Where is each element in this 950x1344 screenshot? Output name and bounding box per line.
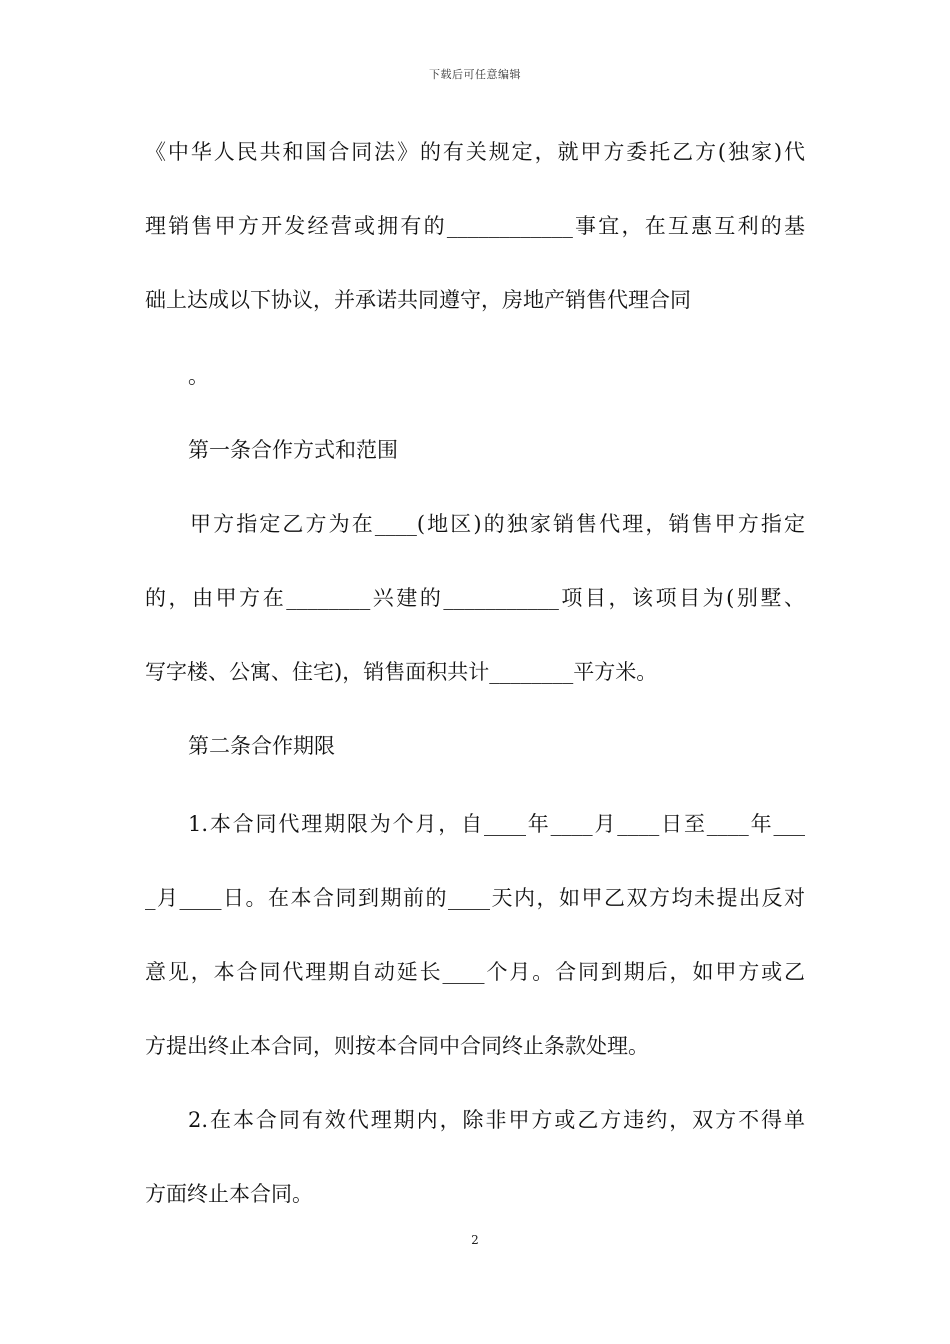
paragraph-line: 意见，本合同代理期自动延长____个月。合同到期后，如甲方或乙 [145, 960, 805, 984]
section-heading: 第二条合作期限 [188, 734, 335, 758]
page-number: 2 [471, 1233, 479, 1247]
paragraph-line: 2.在本合同有效代理期内，除非甲方或乙方违约，双方不得单 [188, 1108, 805, 1132]
paragraph-line: 《中华人民共和国合同法》的有关规定，就甲方委托乙方(独家)代 [145, 140, 805, 164]
paragraph-line: 甲方指定乙方为在____(地区)的独家销售代理，销售甲方指定 [190, 512, 805, 536]
paragraph-line: 方提出终止本合同，则按本合同中合同终止条款处理。 [145, 1034, 649, 1058]
paragraph-line: _月____日。在本合同到期前的____天内，如甲乙双方均未提出反对 [145, 886, 805, 910]
paragraph-line: 方面终止本合同。 [145, 1182, 313, 1206]
paragraph-line: 写字楼、公寓、住宅)，销售面积共计________平方米。 [145, 660, 658, 684]
paragraph-line: 础上达成以下协议，并承诺共同遵守，房地产销售代理合同 [145, 288, 691, 312]
paragraph-line: 理销售甲方开发经营或拥有的____________事宜，在互惠互利的基 [145, 214, 805, 238]
paragraph-line: 的，由甲方在________兴建的___________项目，该项目为(别墅、 [145, 586, 805, 610]
page-header: 下载后可任意编辑 [429, 68, 521, 81]
paragraph-line: 1.本合同代理期限为个月，自____年____月____日至____年___ [188, 812, 805, 836]
paragraph-line: 。 [188, 364, 209, 388]
section-heading: 第一条合作方式和范围 [188, 438, 398, 462]
